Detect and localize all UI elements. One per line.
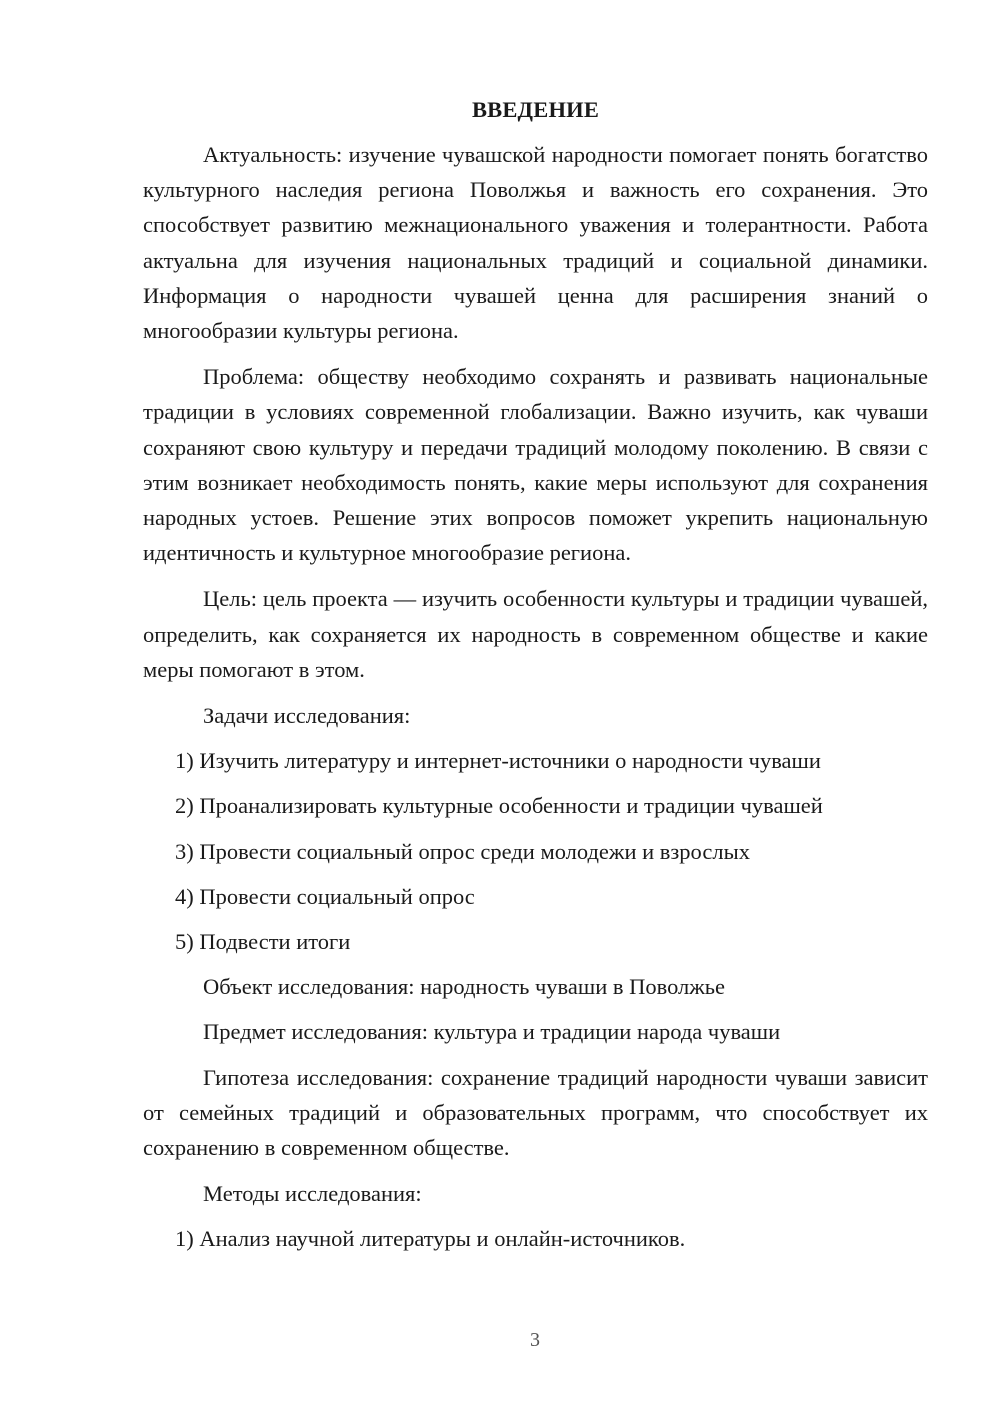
task-item: 5) Подвести итоги xyxy=(175,929,351,955)
hypothesis-paragraph: Гипотеза исследования: сохранение традиций народности чуваши зависит от семейных традиций и образовательных программ, что способствует их сохранению в современном обществе. xyxy=(143,1064,928,1161)
goal-paragraph: Цель: цель проекта — изучить особенности культуры и традиции чувашей, определить, как сохраняется их народность в современном обществе и какие меры помогают в этом. xyxy=(143,586,928,682)
relevance-paragraph: Актуальность: изучение чувашской народности помогает понять богатство культурного наследия региона Поволжья и важность его сохранения. Это способствует развитию межнационального уважения и толерантности. Работа актуальна для изучения национальных традиций и социальной динамики. Информация о народности чувашей ценна для расширения знаний о многообразии культуры региона. xyxy=(143,142,928,344)
research-object: Объект исследования: народность чуваши в Поволжье xyxy=(203,974,726,1000)
research-subject: Предмет исследования: культура и традиции народа чуваши xyxy=(203,1019,781,1045)
page-number: 3 xyxy=(530,1329,540,1351)
methods-list xyxy=(143,1221,928,1256)
methods-heading: Методы исследования: xyxy=(203,1181,422,1207)
document-page xyxy=(143,92,928,1267)
task-item: 1) Изучить литературу и интернет-источники о народности чуваши xyxy=(175,748,821,774)
task-item: 4) Провести социальный опрос xyxy=(175,883,475,909)
tasks-heading: Задачи исследования: xyxy=(203,703,411,729)
task-item: 2) Проанализировать культурные особенности и традиции чувашей xyxy=(175,793,823,819)
tasks-list xyxy=(143,743,928,959)
page-title: ВВЕДЕНИЕ xyxy=(471,97,600,122)
task-item: 3) Провести социальный опрос среди молодежи и взрослых xyxy=(175,838,750,864)
method-item: 1) Анализ научной литературы и онлайн-источников. xyxy=(175,1226,686,1252)
problem-paragraph: Проблема: обществу необходимо сохранять и развивать национальные традиции в условиях современной глобализации. Важно изучить, как чуваши сохраняют свою культуру и передачи традиций молодому поколению. В связи с этим возникает необходимость понять, какие меры используют для сохранения народных устоев. Решение этих вопросов поможет укрепить национальную идентичность и культурное многообразие региона. xyxy=(143,364,928,566)
